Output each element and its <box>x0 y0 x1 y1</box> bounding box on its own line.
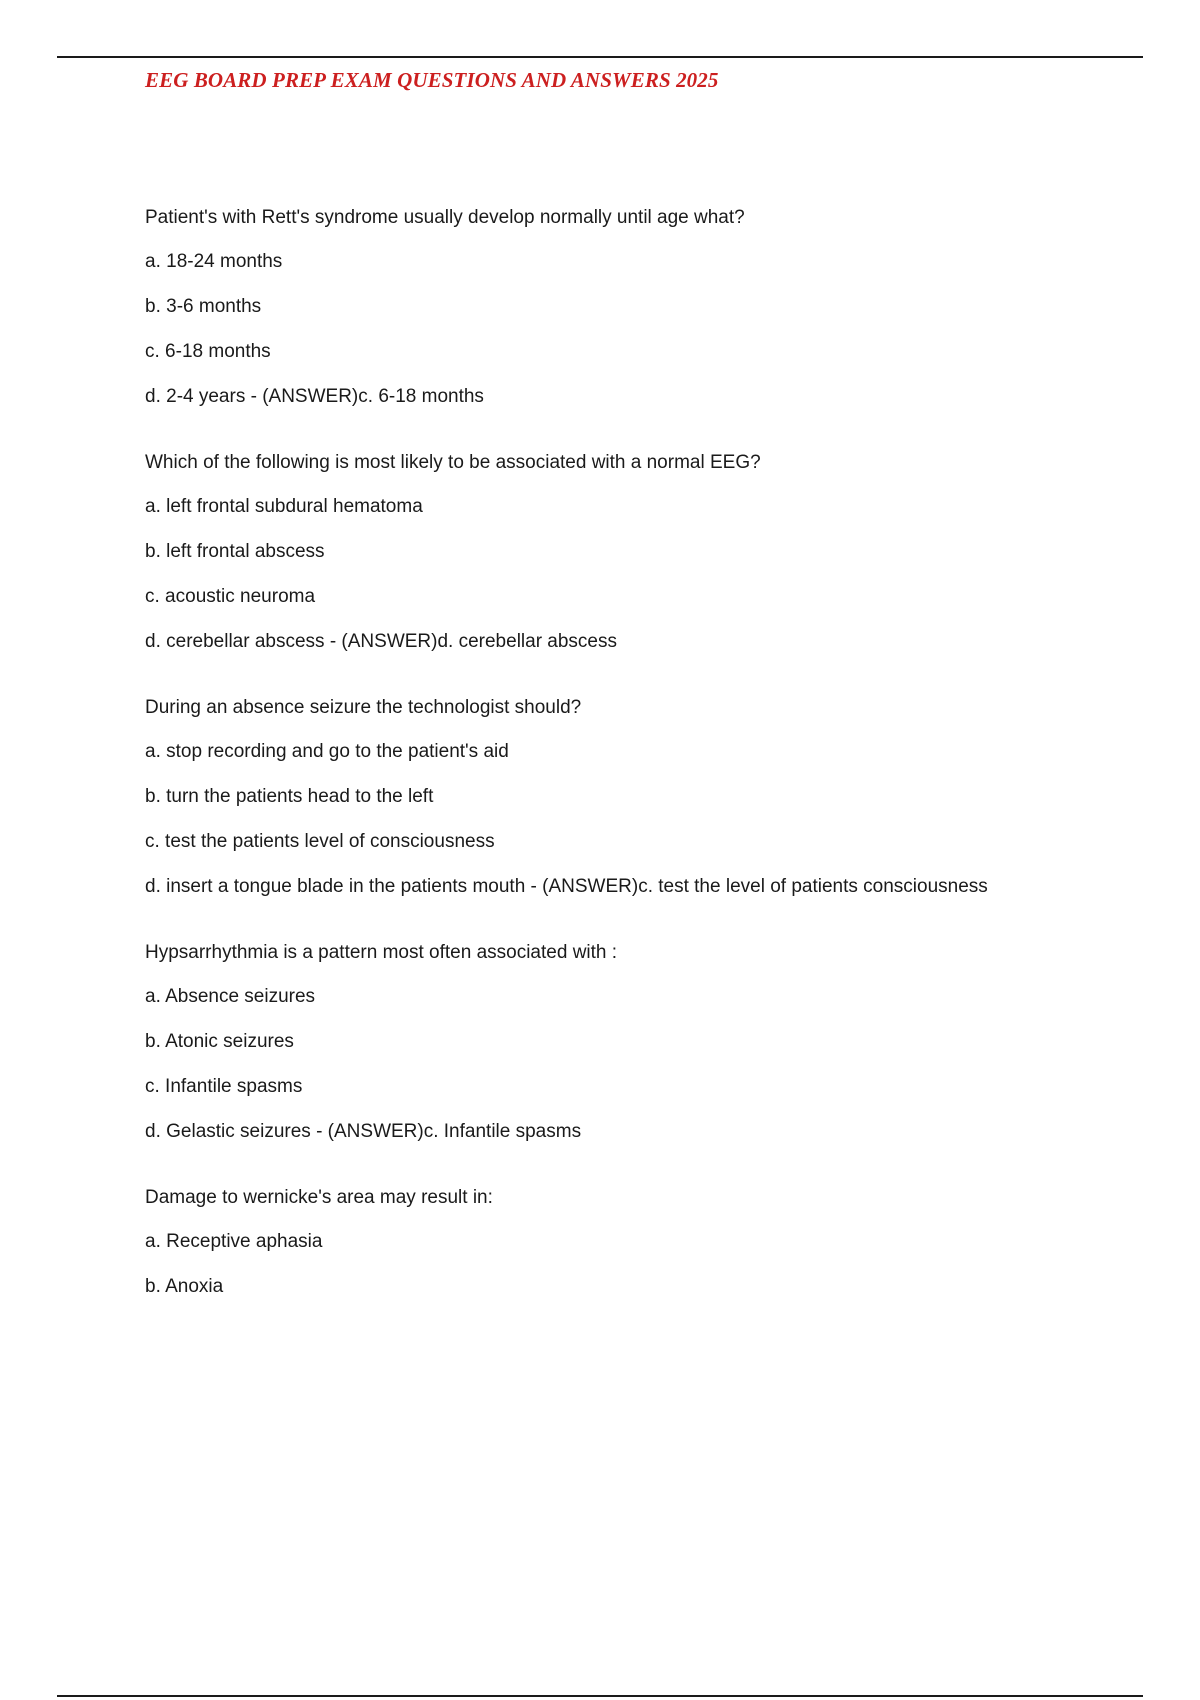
answer-option-c: c. test the patients level of consciousness <box>145 831 495 852</box>
question-item <box>145 1186 1145 1299</box>
question-item <box>145 941 1145 1144</box>
answer-option-b: b. Atonic seizures <box>145 1031 294 1052</box>
answer-option-a: a. 18-24 months <box>145 251 283 272</box>
answer-option-a: a. stop recording and go to the patient's aid <box>145 741 509 762</box>
document-title: EEG BOARD PREP EXAM QUESTIONS AND ANSWERS 2025 <box>145 68 719 92</box>
question-text: Hypsarrhythmia is a pattern most often associated with : <box>145 942 618 963</box>
answer-option-b: b. left frontal abscess <box>145 541 325 562</box>
answer-option-c: c. Infantile spasms <box>145 1076 303 1097</box>
answer-option-b: b. Anoxia <box>145 1276 224 1297</box>
answer-option-c: c. 6-18 months <box>145 341 271 362</box>
question-item <box>145 696 1145 899</box>
answer-option-b: b. 3-6 months <box>145 296 262 317</box>
header-rule <box>57 56 1143 58</box>
question-list <box>145 206 1145 1341</box>
question-text: Which of the following is most likely to be associated with a normal EEG? <box>145 452 761 473</box>
question-text: Patient's with Rett's syndrome usually develop normally until age what? <box>145 207 745 228</box>
answer-option-a: a. Absence seizures <box>145 986 316 1007</box>
answer-option-d: d. 2-4 years - (ANSWER)c. 6-18 months <box>145 386 484 407</box>
footer-rule <box>57 1695 1143 1697</box>
answer-option-d: d. insert a tongue blade in the patients mouth - (ANSWER)c. test the level of patients consciousness <box>145 876 988 897</box>
question-text: During an absence seizure the technologist should? <box>145 697 582 718</box>
answer-option-d: d. cerebellar abscess - (ANSWER)d. cerebellar abscess <box>145 631 618 652</box>
question-text: Damage to wernicke's area may result in: <box>145 1187 493 1208</box>
answer-option-a: a. left frontal subdural hematoma <box>145 496 423 517</box>
answer-option-a: a. Receptive aphasia <box>145 1231 323 1252</box>
answer-option-d: d. Gelastic seizures - (ANSWER)c. Infantile spasms <box>145 1121 582 1142</box>
question-item <box>145 206 1145 409</box>
answer-option-c: c. acoustic neuroma <box>145 586 316 607</box>
question-item <box>145 451 1145 654</box>
answer-option-b: b. turn the patients head to the left <box>145 786 434 807</box>
